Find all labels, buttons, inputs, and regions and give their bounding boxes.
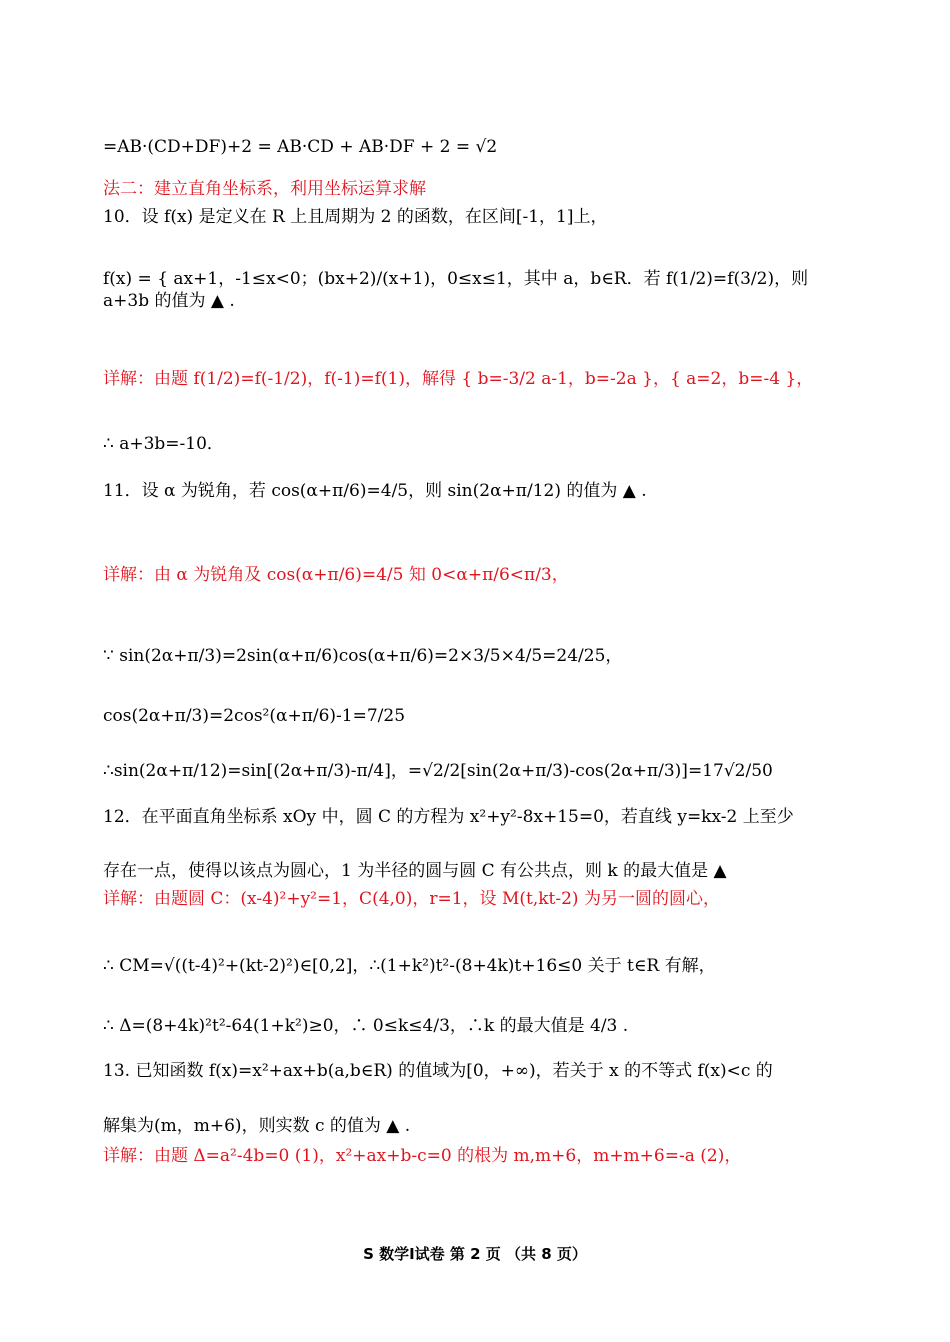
line-11: ∴sin(2α+π/12)=sin[(2α+π/3)-π/4]，=√2/2[sin(2α+π/3)-cos(2α+π/3)]=17√2/50 [103,761,773,781]
line-12: 12．在平面直角坐标系 xOy 中，圆 C 的方程为 x²+y²-8x+15=0，若直线 y=kx-2 上至少 [103,807,794,827]
line-1: =AB·(CD+DF)+2 = AB·CD + AB·DF + 2 = √2 [103,137,498,157]
line-2: 法二：建立直角坐标系，利用坐标运算求解 [103,179,426,199]
line-10: cos(2α+π/3)=2cos²(α+π/6)-1=7/25 [103,706,406,726]
line-13: 存在一点，使得以该点为圆心，1 为半径的圆与圆 C 有公共点，则 k 的最大值是 ▲ [103,861,727,881]
line-17: 13. 已知函数 f(x)=x²+ax+b(a,b∈R) 的值域为[0，+∞)，若关于 x 的不等式 f(x)<c 的 [103,1061,773,1081]
line-8: 详解：由 α 为锐角及 cos(α+π/6)=4/5 知 0<α+π/6<π/3， [103,565,569,585]
line-16: ∴ Δ=(8+4k)²t²-64(1+k²)≥0，∴ 0≤k≤4/3，∴k 的最大值是 4/3 . [103,1016,629,1036]
line-4: f(x) = { ax+1，-1≤x<0；(bx+2)/(x+1)，0≤x≤1，其中 a，b∈R．若 f(1/2)=f(3/2)，则 a+3b 的值为 ▲ . [103,269,809,311]
line-3: 10．设 f(x) 是定义在 R 上且周期为 2 的函数，在区间[-1，1]上， [103,207,608,227]
line-15: ∴ CM=√((t-4)²+(kt-2)²)∈[0,2]，∴(1+k²)t²-(8+4k)t+16≤0 关于 t∈R 有解， [103,956,716,976]
page-footer: S 数学Ⅰ试卷 第 2 页 （共 8 页） [363,1245,587,1263]
line-9: ∵ sin(2α+π/3)=2sin(α+π/6)cos(α+π/6)=2×3/5×4/5=24/25， [103,646,623,666]
line-19: 详解：由题 Δ=a²-4b=0 (1)，x²+ax+b-c=0 的根为 m,m+6，m+m+6=-a (2)， [103,1146,742,1166]
line-5: 详解：由题 f(1/2)=f(-1/2)，f(-1)=f(1)，解得 { b=-3/2 a-1，b=-2a }，{ a=2，b=-4 }， [103,369,814,389]
line-18: 解集为(m，m+6)，则实数 c 的值为 ▲ . [103,1116,411,1136]
line-6: ∴ a+3b=-10． [103,434,224,454]
line-7: 11．设 α 为锐角，若 cos(α+π/6)=4/5，则 sin(2α+π/12) 的值为 ▲ . [103,481,647,501]
line-14: 详解：由题圆 C：(x-4)²+y²=1，C(4,0)，r=1，设 M(t,kt-2) 为另一圆的圆心， [103,889,720,909]
